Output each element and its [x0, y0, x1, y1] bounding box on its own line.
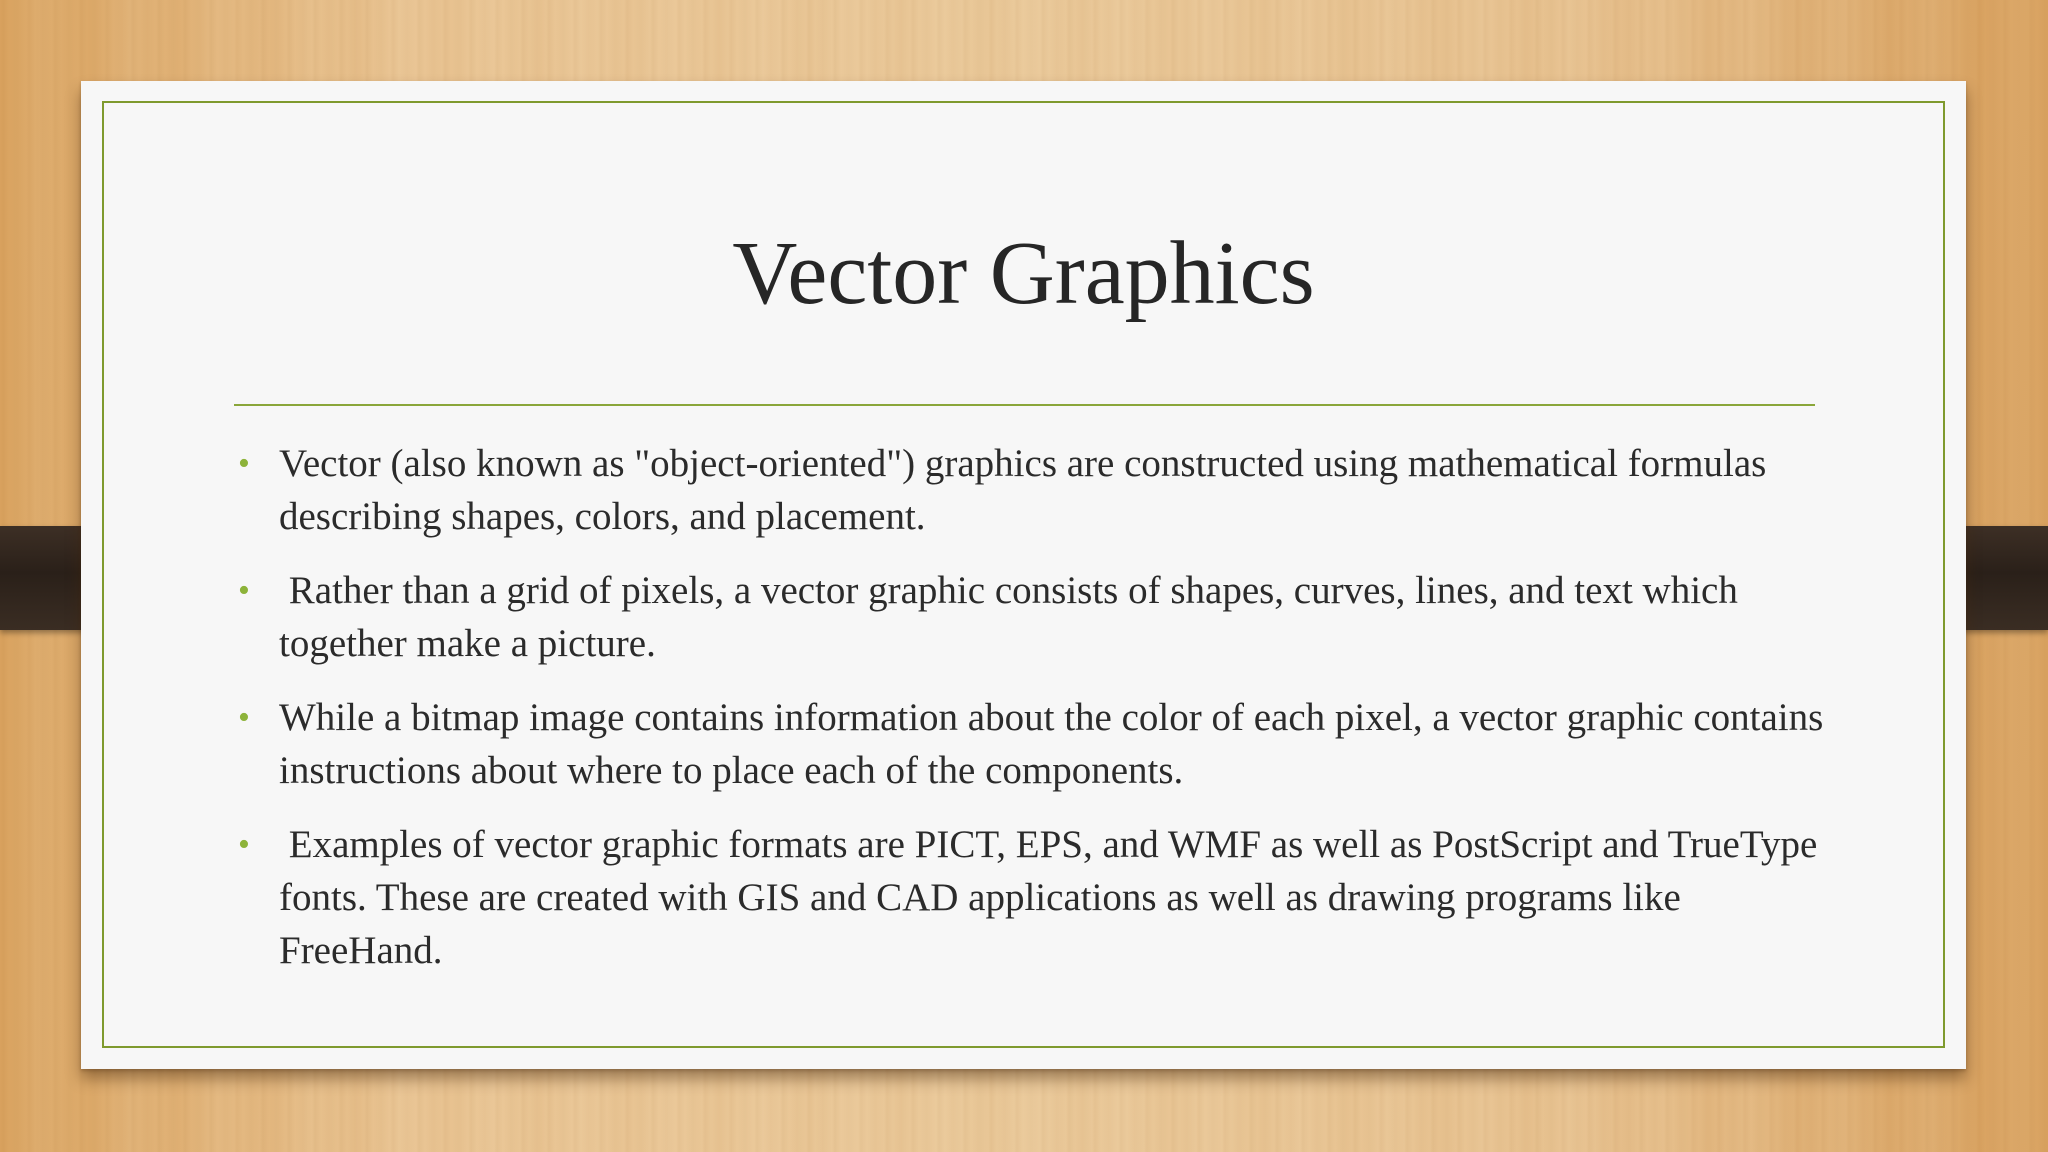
bullet-text: Examples of vector graphic formats are PICT, EPS, and WMF as well as PostScript and TrueType fonts. These are created with GIS and CAD applications as well as drawing programs like FreeHand.: [279, 823, 1818, 972]
slide-title: Vector Graphics: [732, 224, 1315, 323]
bullet-text: Rather than a grid of pixels, a vector graphic consists of shapes, curves, lines, and text which together make a picture.: [279, 569, 1738, 665]
slide: [81, 81, 1966, 1069]
bullet-item: [234, 437, 1834, 543]
bullet-icon: •: [238, 826, 250, 863]
bullet-list: [234, 437, 1834, 998]
bullet-text: While a bitmap image contains information about the color of each pixel, a vector graphic contains instructions about where to place each of the components.: [279, 696, 1824, 792]
title-underline: [234, 404, 1815, 406]
bullet-icon: •: [238, 572, 250, 609]
bullet-icon: •: [238, 699, 250, 736]
bullet-text: Vector (also known as "object-oriented") graphics are constructed using mathematical formulas describing shapes, colors, and placement.: [279, 442, 1767, 538]
bullet-item: [234, 691, 1834, 797]
bullet-icon: •: [238, 445, 250, 482]
bullet-item: [234, 564, 1834, 670]
bullet-item: [234, 818, 1834, 977]
